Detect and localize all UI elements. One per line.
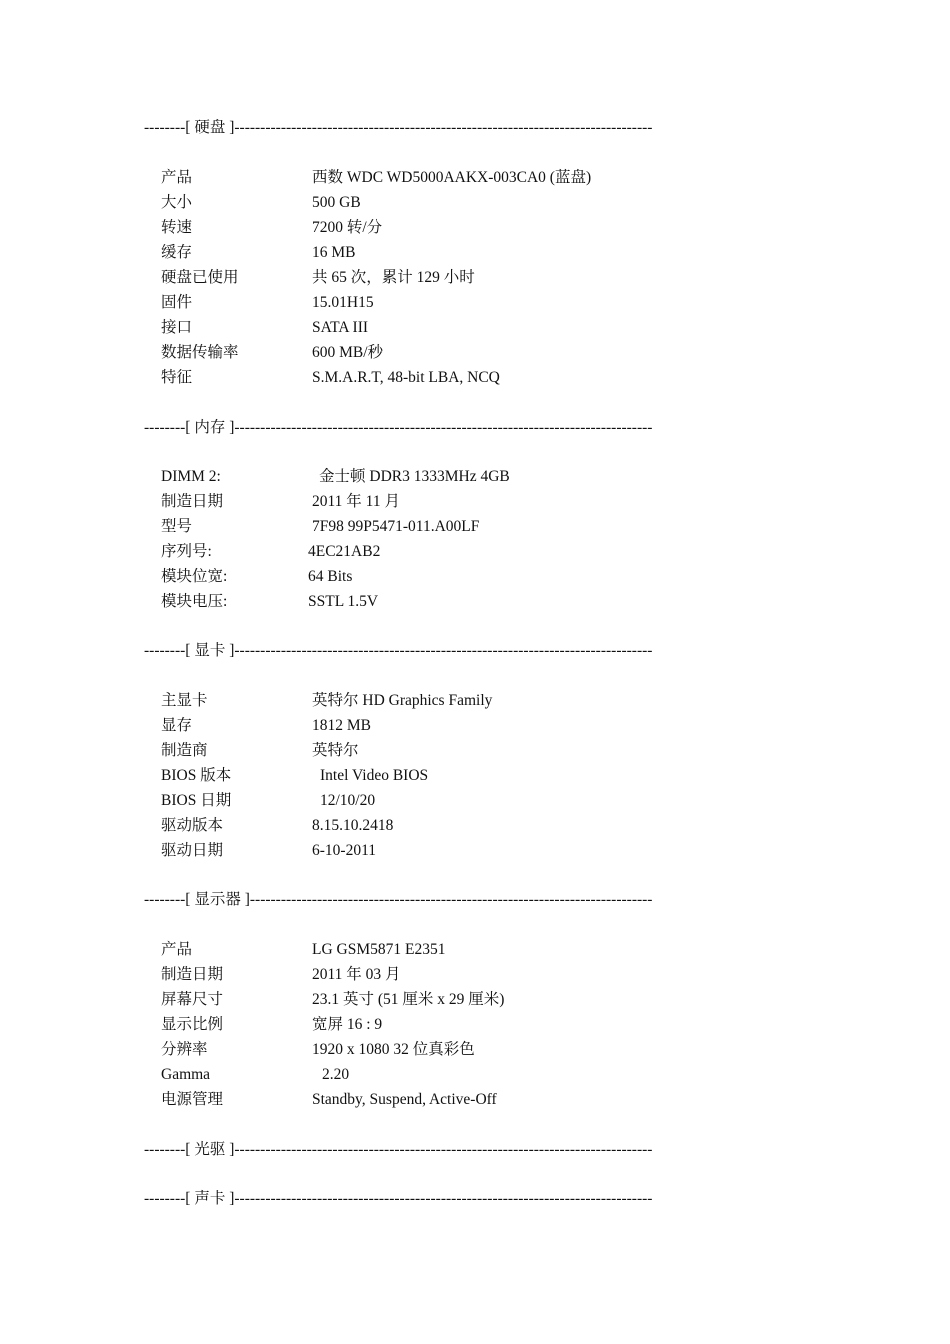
spec-label: 模块电压: <box>161 593 228 610</box>
spec-label: 制造商 <box>161 742 208 759</box>
spec-label: 制造日期 <box>161 493 224 510</box>
spec-value: 1920 x 1080 32 位真彩色 <box>312 1041 475 1058</box>
spec-value: 6-10-2011 <box>312 842 376 859</box>
spec-label: 显示比例 <box>161 1016 224 1033</box>
spec-value: 英特尔 <box>312 742 359 759</box>
spec-value: S.M.A.R.T, 48-bit LBA, NCQ <box>312 369 500 386</box>
spec-value: 宽屏 16 : 9 <box>312 1016 383 1033</box>
spec-label: 驱动日期 <box>161 842 224 859</box>
spec-value: 8.15.10.2418 <box>312 817 394 834</box>
spec-value: 2.20 <box>322 1066 350 1083</box>
spec-value: 2011 年 03 月 <box>312 966 401 983</box>
spec-label: 固件 <box>161 294 193 311</box>
spec-label: 电源管理 <box>161 1091 224 1108</box>
section-header-disk: --------[ 硬盘 ]--------------------------------------------------------------------------------- <box>144 119 653 136</box>
spec-value: 64 Bits <box>308 568 353 585</box>
spec-value: 7200 转/分 <box>312 219 383 236</box>
spec-label: 显存 <box>161 717 193 734</box>
spec-value: 600 MB/秒 <box>312 344 384 361</box>
spec-label: 数据传输率 <box>161 344 239 361</box>
spec-label: 产品 <box>161 169 193 186</box>
spec-value: 23.1 英寸 (51 厘米 x 29 厘米) <box>312 991 505 1008</box>
spec-label: Gamma <box>161 1066 211 1083</box>
spec-label: 特征 <box>161 369 193 386</box>
spec-label: 序列号: <box>161 543 212 560</box>
spec-label: 大小 <box>161 194 193 211</box>
spec-value: 500 GB <box>312 194 361 211</box>
spec-value: 共 65 次，累计 129 小时 <box>312 269 475 286</box>
spec-value: Standby, Suspend, Active-Off <box>312 1091 497 1108</box>
spec-label: 主显卡 <box>161 692 208 709</box>
section-header-sound-card: --------[ 声卡 ]--------------------------------------------------------------------------------- <box>144 1190 653 1207</box>
spec-label: 接口 <box>161 319 193 336</box>
section-header-memory: --------[ 内存 ]--------------------------------------------------------------------------------- <box>144 419 653 436</box>
spec-value: 12/10/20 <box>320 792 376 809</box>
section-header-gpu: --------[ 显卡 ]--------------------------------------------------------------------------------- <box>144 642 653 659</box>
spec-value: 西数 WDC WD5000AAKX-003CA0 (蓝盘) <box>312 169 592 186</box>
section-header-optical-drive: --------[ 光驱 ]--------------------------------------------------------------------------------- <box>144 1141 653 1158</box>
spec-value: 15.01H15 <box>312 294 374 311</box>
spec-value: 金士顿 DDR3 1333MHz 4GB <box>319 468 510 485</box>
spec-value: SSTL 1.5V <box>308 593 379 610</box>
spec-label: 型号 <box>161 518 193 535</box>
spec-label: 转速 <box>161 219 193 236</box>
spec-label: 屏幕尺寸 <box>161 991 224 1008</box>
spec-label: BIOS 日期 <box>161 792 232 809</box>
spec-label: 驱动版本 <box>161 817 224 834</box>
spec-label: DIMM 2: <box>161 468 221 485</box>
spec-value: LG GSM5871 E2351 <box>312 941 446 958</box>
spec-value: 7F98 99P5471-011.A00LF <box>312 518 480 535</box>
spec-label: 缓存 <box>161 244 193 261</box>
spec-label: 产品 <box>161 941 193 958</box>
section-header-monitor: --------[ 显示器 ]------------------------------------------------------------------------------ <box>144 891 653 908</box>
spec-label: BIOS 版本 <box>161 767 232 784</box>
spec-label: 制造日期 <box>161 966 224 983</box>
spec-label: 分辨率 <box>161 1041 208 1058</box>
spec-value: 2011 年 11 月 <box>312 493 400 510</box>
spec-value: 英特尔 HD Graphics Family <box>312 692 493 709</box>
spec-value: Intel Video BIOS <box>320 767 429 784</box>
spec-label: 模块位宽: <box>161 568 228 585</box>
spec-value: 16 MB <box>312 244 356 261</box>
spec-value: 1812 MB <box>312 717 371 734</box>
spec-label: 硬盘已使用 <box>161 269 239 286</box>
spec-value: 4EC21AB2 <box>308 543 381 560</box>
spec-value: SATA III <box>312 319 369 336</box>
